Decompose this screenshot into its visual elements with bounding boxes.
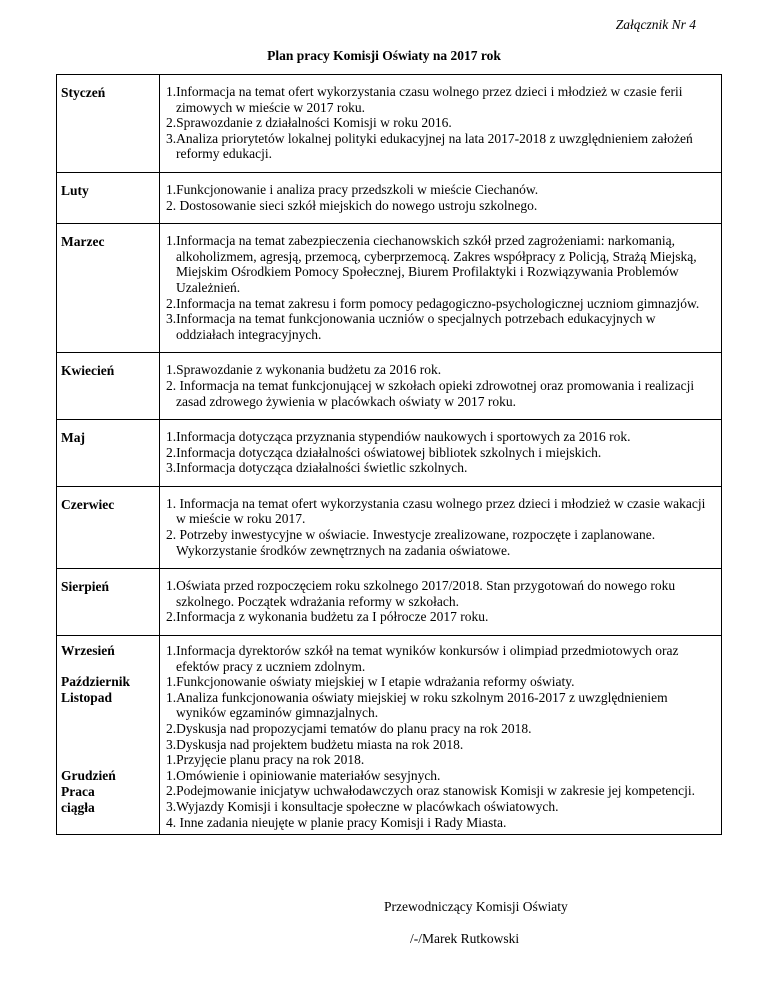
month-praca: Praca bbox=[61, 784, 95, 800]
list-item: 2.Podejmowanie inicjatyw uchwałodawczych oraz stanowisk Komisji w zakresie jej kompetencji. bbox=[166, 783, 695, 799]
month-cell: Luty bbox=[57, 172, 160, 223]
content-cell bbox=[160, 224, 722, 353]
list-item: 2. Potrzeby inwestycyjne w oświacie. Inwestycje zrealizowane, rozpoczęte i zaplanowane. Wykorzystanie środków zewnętrznych na zadania oświatowe. bbox=[166, 527, 656, 558]
list-item: 1.Informacja dyrektorów szkół na temat wyników konkursów i olimpiad przedmiotowych oraz efektów pracy z uczniem zdolnym. bbox=[166, 643, 679, 674]
month-cell: Sierpień bbox=[57, 569, 160, 636]
list-item: 2.Dyskusja nad propozycjami tematów do planu pracy na rok 2018. bbox=[166, 721, 532, 736]
list-item: 1. Informacja na temat ofert wykorzystania czasu wolnego przez dzieci i młodzież w czasie wakacji w mieście w roku 2017. bbox=[166, 495, 706, 527]
signature-role: Przewodniczący Komisji Oświaty bbox=[384, 899, 568, 914]
table-row bbox=[57, 353, 722, 420]
table-row bbox=[57, 75, 722, 173]
content-cell bbox=[160, 353, 722, 420]
content-stack-cell bbox=[160, 636, 722, 835]
list-item: 2. Informacja na temat funkcjonującej w szkołach opieki zdrowotnej oraz promowania i realizacji zasad zdrowego żywienia w placówkach oświaty w 2017 roku. bbox=[166, 377, 695, 409]
list-item: 3.Informacja na temat funkcjonowania uczniów o specjalnych potrzebach edukacyjnych w oddziałach integracyjnych. bbox=[166, 311, 656, 342]
list-item: 1.Informacja dotycząca przyznania stypendiów naukowych i sportowych za 2016 rok. bbox=[166, 429, 631, 445]
table-row bbox=[57, 224, 722, 353]
list-item: 1.Oświata przed rozpoczęciem roku szkolnego 2017/2018. Stan przygotowań do nowego roku szkolnego. Początek wdrażania reformy w szkołach. bbox=[166, 578, 676, 609]
table-row bbox=[57, 420, 722, 487]
list-item: 2.Informacja na temat zakresu i form pomocy pedagogiczno-psychologicznej uczniom gimnazjów. bbox=[166, 295, 700, 311]
list-item: 1.Sprawozdanie z wykonania budżetu za 2016 rok. bbox=[166, 362, 442, 378]
signature-name: /-/Marek Rutkowski bbox=[410, 931, 520, 946]
month-ciagla: ciągła bbox=[61, 799, 95, 815]
list-item: 3.Analiza priorytetów lokalnej polityki edukacyjnej na lata 2017-2018 z uwzględnieniem założeń reformy edukacji. bbox=[166, 130, 693, 162]
content-cell bbox=[160, 569, 722, 636]
content-cell bbox=[160, 486, 722, 568]
month-cell: Kwiecień bbox=[57, 353, 160, 420]
month-cell: Maj bbox=[57, 420, 160, 487]
list-item: 3.Informacja dotycząca działalności świetlic szkolnych. bbox=[166, 460, 468, 476]
table-row bbox=[57, 486, 722, 568]
month-cell: Marzec bbox=[57, 224, 160, 353]
month-stack-cell bbox=[57, 636, 160, 835]
content-cell bbox=[160, 172, 722, 223]
list-item: 1.Omówienie i opiniowanie materiałów sesyjnych. bbox=[166, 767, 441, 783]
month-cell: Czerwiec bbox=[57, 486, 160, 568]
month-cell: Styczeń bbox=[57, 75, 160, 173]
list-item: 1.Przyjęcie planu pracy na rok 2018. bbox=[166, 752, 365, 768]
list-item: 4. Inne zadania nieujęte w planie pracy Komisji i Rady Miasta. bbox=[166, 814, 507, 830]
list-item: 2. Dostosowanie sieci szkół miejskich do nowego ustroju szkolnego. bbox=[166, 197, 538, 213]
table-row bbox=[57, 172, 722, 223]
month-grudzien: Grudzień bbox=[61, 768, 116, 784]
month-listopad: Listopad bbox=[61, 690, 113, 706]
list-item: 1.Funkcjonowanie i analiza pracy przedszkoli w mieście Ciechanów. bbox=[166, 181, 539, 197]
month-pazdziernik: Październik bbox=[61, 674, 130, 690]
list-item: 2.Informacja dotycząca działalności oświatowej bibliotek szkolnych i miejskich. bbox=[166, 444, 602, 460]
plan-table bbox=[56, 74, 722, 835]
content-cell bbox=[160, 420, 722, 487]
month-wrzesien: Wrzesień bbox=[61, 643, 115, 659]
list-item: 3.Wyjazdy Komisji i konsultacje społeczne w placówkach oświatowych. bbox=[166, 798, 559, 814]
table-row bbox=[57, 569, 722, 636]
list-item: 1.Informacja na temat zabezpieczenia ciechanowskich szkół przed zagrożeniami: narkomanią, alkoholizmem, agresją, przemocą, cyberprzemocą. Zakres współpracy z Policją, Strażą Miejską, Miejskim Ośrodkiem Pomocy Społecznej, Biurem Profilaktyki i Rozwiązywania Problemów Uzależnień. bbox=[166, 233, 697, 295]
list-item: 1.Funkcjonowanie oświaty miejskiej w I etapie wdrażania reformy oświaty. bbox=[166, 674, 575, 690]
list-item: 3.Dyskusja nad projektem budżetu miasta na rok 2018. bbox=[166, 736, 464, 752]
list-item: 1.Informacja na temat ofert wykorzystania czasu wolnego przez dzieci i młodzież w czasie ferii zimowych w mieście w 2017 roku. bbox=[166, 84, 683, 115]
document-title: Plan pracy Komisji Oświaty na 2017 rok bbox=[267, 48, 501, 63]
list-item: 2.Sprawozdanie z działalności Komisji w roku 2016. bbox=[166, 115, 452, 131]
list-item: 1.Analiza funkcjonowania oświaty miejskiej w roku szkolnym 2016-2017 z uwzględnieniem wyników egzaminów gimnazjalnych. bbox=[166, 689, 668, 721]
content-cell bbox=[160, 75, 722, 173]
table-row bbox=[57, 636, 722, 835]
annex-label: Załącznik Nr 4 bbox=[615, 17, 696, 32]
list-item: 2.Informacja z wykonania budżetu za I półrocze 2017 roku. bbox=[166, 609, 489, 625]
